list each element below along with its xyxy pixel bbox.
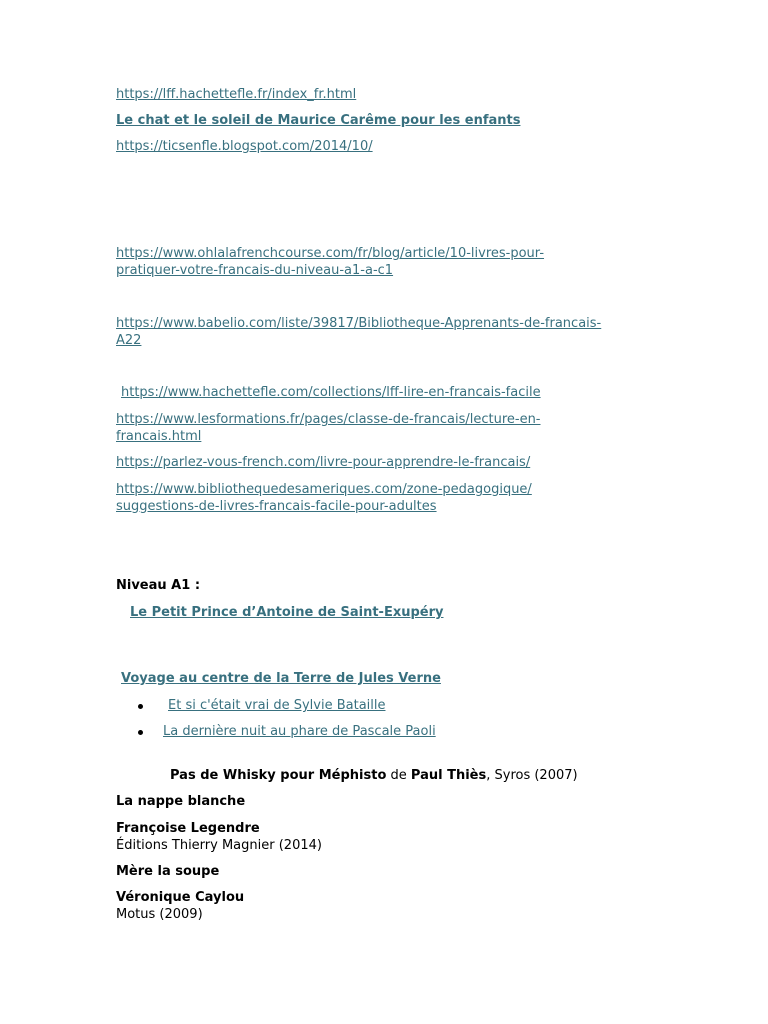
list-item bbox=[168, 698, 386, 715]
book-publisher: Motus (2009) bbox=[116, 906, 203, 922]
link-bullet-2[interactable]: La dernière nuit au phare de Pascale Paoli bbox=[163, 724, 436, 739]
book-author bbox=[116, 821, 322, 854]
list-item bbox=[163, 724, 436, 741]
link-ohlala-part1: https://www.ohlalafrenchcourse.com/fr/blog/article/10-livres-pour- bbox=[116, 246, 545, 261]
bullet-icon bbox=[138, 704, 143, 709]
book-author bbox=[116, 890, 244, 923]
book-title-text: Mère la soupe bbox=[116, 864, 220, 879]
link-line bbox=[116, 113, 520, 130]
link-line bbox=[116, 87, 356, 104]
link-babelio[interactable] bbox=[116, 316, 601, 348]
level-heading-text: Niveau A1 : bbox=[116, 578, 201, 593]
link-line bbox=[116, 412, 541, 445]
link-line bbox=[121, 671, 441, 688]
book-title bbox=[116, 794, 245, 811]
link-line bbox=[116, 482, 532, 515]
link-hachette-lff[interactable]: https://www.hachettefle.com/collections/lff-lire-en-francais-facile bbox=[121, 385, 541, 400]
link-lesformations-part1: https://www.lesformations.fr/pages/classe-de-francais/lecture-en- bbox=[116, 412, 541, 427]
link-line bbox=[116, 316, 601, 349]
link-bullet-1[interactable]: Et si c'était vrai de Sylvie Bataille bbox=[168, 698, 386, 713]
link-voyage[interactable]: Voyage au centre de la Terre de Jules Verne bbox=[121, 671, 441, 686]
book-title-text: La nappe blanche bbox=[116, 794, 246, 809]
link-babelio-part2: A22 bbox=[116, 332, 142, 348]
link-biblio-ameriques[interactable] bbox=[116, 482, 532, 514]
link-line bbox=[116, 455, 530, 472]
link-ohlala-part2: pratiquer-votre-francais-du-niveau-a1-a-c1 bbox=[116, 262, 394, 278]
link-lesformations[interactable] bbox=[116, 412, 541, 444]
book-publisher: Éditions Thierry Magnier (2014) bbox=[116, 837, 322, 853]
level-heading bbox=[116, 578, 200, 595]
link-chat-soleil[interactable]: Le chat et le soleil de Maurice Carême pour les enfants bbox=[116, 113, 521, 128]
link-line bbox=[121, 385, 541, 402]
link-lesformations-part2: francais.html bbox=[116, 428, 202, 444]
book-author-text: Véronique Caylou bbox=[116, 890, 245, 905]
link-ohlala[interactable] bbox=[116, 246, 544, 278]
link-line bbox=[116, 139, 373, 156]
link-parlez-vous[interactable]: https://parlez-vous-french.com/livre-pour-apprendre-le-francais/ bbox=[116, 455, 531, 470]
book-author: Paul Thiès bbox=[410, 768, 487, 783]
link-line bbox=[130, 605, 443, 622]
link-biblio-ameriques-part2: suggestions-de-livres-francais-facile-pour-adultes bbox=[116, 498, 437, 514]
book-publisher: , Syros (2007) bbox=[486, 768, 578, 783]
link-line bbox=[116, 246, 544, 279]
book-author-text: Françoise Legendre bbox=[116, 821, 260, 836]
book-title bbox=[116, 864, 219, 881]
link-babelio-part1: https://www.babelio.com/liste/39817/Bibliotheque-Apprenants-de-francais- bbox=[116, 316, 602, 331]
bullet-icon bbox=[138, 730, 143, 735]
book-title: Pas de Whisky pour Méphisto bbox=[170, 768, 387, 783]
link-lff-index[interactable]: https://lff.hachettefle.fr/index_fr.html bbox=[116, 87, 357, 102]
link-biblio-ameriques-part1: https://www.bibliothequedesameriques.com/zone-pedagogique/ bbox=[116, 482, 532, 497]
link-petit-prince[interactable]: Le Petit Prince d’Antoine de Saint-Exupéry bbox=[130, 605, 444, 620]
book-de: de bbox=[386, 768, 411, 783]
book-entry-whisky bbox=[170, 768, 578, 785]
link-ticsenfle[interactable]: https://ticsenfle.blogspot.com/2014/10/ bbox=[116, 139, 373, 154]
